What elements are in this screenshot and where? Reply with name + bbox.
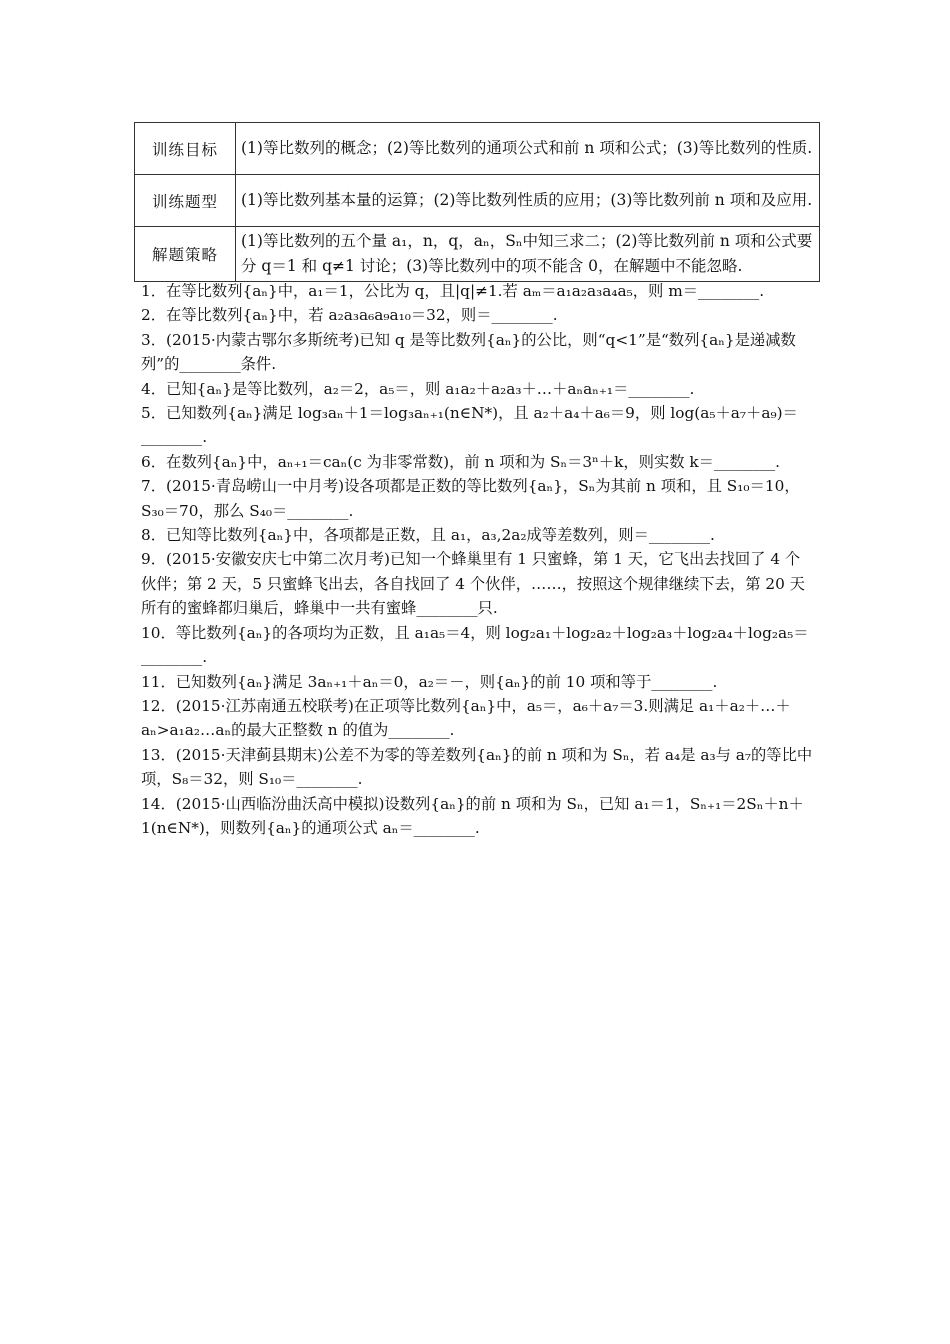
question-item: 12．(2015·江苏南通五校联考)在正项等比数列{aₙ}中，a₅＝，a₆＋a₇＝3.则满足 a₁＋a₂＋…＋aₙ>a₁a₂…aₙ的最大正整数 n 的值为________. xyxy=(141,696,791,740)
row-label: 解题策略 xyxy=(135,227,236,282)
question-item: 10．等比数列{aₙ}的各项均为正数，且 a₁a₅＝4，则 log₂a₁＋log₂a₂＋log₂a₃＋log₂a₄＋log₂a₅＝________. xyxy=(141,623,809,667)
question-item: 4．已知{aₙ}是等比数列，a₂＝2，a₅＝，则 a₁a₂＋a₂a₃＋…＋aₙaₙ₊₁＝________. xyxy=(141,379,695,398)
training-info-table xyxy=(134,122,820,282)
table-row xyxy=(135,227,820,282)
question-item: 7．(2015·青岛崂山一中月考)设各项都是正数的等比数列{aₙ}，Sₙ为其前 n 项和，且 S₁₀＝10，S₃₀＝70，那么 S₄₀＝________. xyxy=(141,477,800,520)
question-item: 9．(2015·安徽安庆七中第二次月考)已知一个蜂巢里有 1 只蜜蜂，第 1 天，它飞出去找回了 4 个伙伴；第 2 天，5 只蜜蜂飞出去，各自找回了 4 个伙伴，……，按照这个规律继续下去，第 20 天所有的蜜蜂都归巢后，蜂巢中一共有蜜蜂________只. xyxy=(141,550,805,618)
question-item: 13．(2015·天津蓟县期末)公差不为零的等差数列{aₙ}的前 n 项和为 Sₙ，若 a₄是 a₃与 a₇的等比中项，S₈＝32，则 S₁₀＝________. xyxy=(141,745,813,789)
table-row xyxy=(135,123,820,175)
question-item: 14．(2015·山西临汾曲沃高中模拟)设数列{aₙ}的前 n 项和为 Sₙ，已知 a₁＝1，Sₙ₊₁＝2Sₙ＋n＋1(n∈N*)，则数列{aₙ}的通项公式 aₙ＝________. xyxy=(141,794,804,837)
question-item: 11．已知数列{aₙ}满足 3aₙ₊₁＋aₙ＝0，a₂＝－，则{aₙ}的前 10 项和等于________. xyxy=(141,672,718,691)
question-item: 1．在等比数列{aₙ}中，a₁＝1，公比为 q，且|q|≠1.若 aₘ＝a₁a₂a₃a₄a₅，则 m＝________. xyxy=(141,282,765,300)
question-item: 5．已知数列{aₙ}满足 log₃aₙ＋1＝log₃aₙ₊₁(n∈N*)，且 a₂＋a₄＋a₆＝9，则 log(a₅＋a₇＋a₉)＝________. xyxy=(141,404,798,447)
question-item: 8．已知等比数列{aₙ}中，各项都是正数，且 a₁，a₃,2a₂成等差数列，则＝________. xyxy=(141,526,715,545)
row-label: 训练目标 xyxy=(135,123,236,175)
row-text: (1)等比数列基本量的运算；(2)等比数列性质的应用；(3)等比数列前 n 项和及应用. xyxy=(236,175,820,227)
row-text: (1)等比数列的五个量 a₁，n，q，aₙ，Sₙ中知三求二；(2)等比数列前 n 项和公式要分 q＝1 和 q≠1 讨论；(3)等比数列中的项不能含 0，在解题中不能忽略. xyxy=(236,227,820,282)
question-item: 2．在等比数列{aₙ}中，若 a₂a₃a₆a₉a₁₀＝32，则＝________. xyxy=(141,306,558,325)
row-label: 训练题型 xyxy=(135,175,236,227)
table-row xyxy=(135,175,820,227)
question-item: 3．(2015·内蒙古鄂尔多斯统考)已知 q 是等比数列{aₙ}的公比，则“q<1”是“数列{aₙ}是递减数列”的________条件. xyxy=(141,330,796,374)
question-list xyxy=(141,279,813,840)
question-item: 6．在数列{aₙ}中，aₙ₊₁＝caₙ(c 为非零常数)，前 n 项和为 Sₙ＝3ⁿ＋k，则实数 k＝________. xyxy=(141,452,781,471)
row-text: (1)等比数列的概念；(2)等比数列的通项公式和前 n 项和公式；(3)等比数列的性质. xyxy=(236,123,820,175)
